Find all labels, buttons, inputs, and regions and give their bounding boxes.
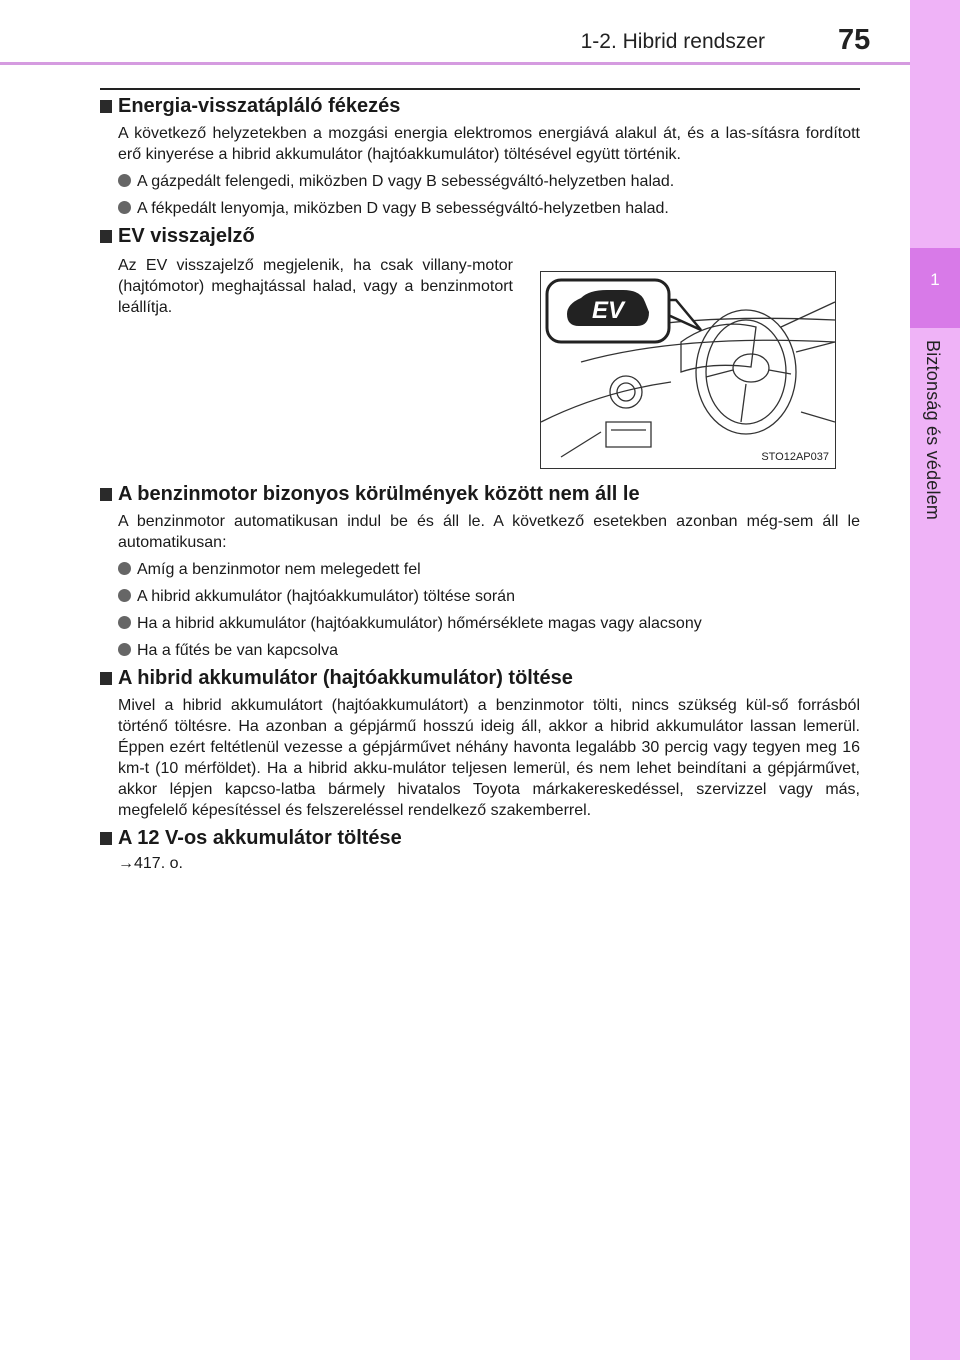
square-bullet-icon xyxy=(100,488,112,501)
dashboard-illustration xyxy=(541,272,835,468)
bullet-list xyxy=(118,559,860,661)
list-item: Ha a fűtés be van kapcsolva xyxy=(118,640,860,661)
side-tab xyxy=(910,0,960,1360)
section-body: A benzinmotor automatikusan indul be és áll le. A következő esetekben azonban még-sem áll le automatikusan: xyxy=(118,513,860,551)
circle-bullet-icon xyxy=(118,562,131,575)
square-bullet-icon xyxy=(100,100,112,113)
section-body: A következő helyzetekben a mozgási energia elektromos energiává alakul át, és a las-sításra fordított erő kinyerése a hibrid akkumulátor (hajtóakkumulátor) töltésével együtt történik. xyxy=(118,125,860,163)
header-section-title: 1-2. Hibrid rendszer xyxy=(580,30,765,53)
ev-badge-text: EV xyxy=(591,297,625,324)
section-body: Az EV visszajelző megjelenik, ha csak villany-motor (hajtómotor) meghajtással halad, vagy a benzinmotort leállítja. xyxy=(118,257,513,316)
square-bullet-icon xyxy=(100,230,112,243)
circle-bullet-icon xyxy=(118,174,131,187)
list-item: Amíg a benzinmotor nem melegedett fel xyxy=(118,559,860,580)
circle-bullet-icon xyxy=(118,201,131,214)
square-bullet-icon xyxy=(100,672,112,685)
section-heading: A benzinmotor bizonyos körülmények között nem áll le xyxy=(100,483,860,506)
chapter-title: Biztonság és védelem xyxy=(923,340,943,521)
dashboard-figure xyxy=(540,271,836,469)
section-regen xyxy=(100,95,860,219)
section-engine xyxy=(100,483,860,661)
page-reference-link[interactable]: →417. o. xyxy=(118,855,183,872)
figure-code: STO12AP037 xyxy=(761,451,829,463)
section-charging xyxy=(100,667,860,821)
section-heading: A hibrid akkumulátor (hajtóakkumulátor) töltése xyxy=(100,667,860,690)
content-rule xyxy=(100,88,860,90)
section-heading: Energia-visszatápláló fékezés xyxy=(100,95,860,118)
square-bullet-icon xyxy=(100,832,112,845)
bullet-list xyxy=(118,171,860,219)
page-number: 75 xyxy=(838,24,871,56)
circle-bullet-icon xyxy=(118,643,131,656)
list-item: Ha a hibrid akkumulátor (hajtóakkumulátor) hőmérséklete magas vagy alacsony xyxy=(118,613,860,634)
page-content xyxy=(100,95,860,877)
section-body: Mivel a hibrid akkumulátort (hajtóakkumulátort) a benzinmotor tölti, nincs szükség kül-ső forrásból történő töltésre. Ha azonban a gépjármű hosszú ideig áll, akkor a hibrid akkumulátor lassan lemerül. Éppen ezért feltétlenül vezesse a gépjárművet néhány havonta legalább 30 percig vagy tegyen meg 16 km-t (10 mérföldet). Ha a hibrid akku-mulátor teljesen lemerül, és nem lehet beindítani a gépjárművet, akkor lépjen kapcso-latba bármely hivatalos Toyota márkakereskedéssel, szervizzel vagy más, megfelelő képesítéssel és felszereléssel rendelkező szakemberrel. xyxy=(118,697,860,819)
circle-bullet-icon xyxy=(118,616,131,629)
section-heading: EV visszajelző xyxy=(100,225,860,248)
circle-bullet-icon xyxy=(118,589,131,602)
header-rule xyxy=(0,62,910,65)
section-heading: A 12 V-os akkumulátor töltése xyxy=(100,827,860,850)
section-ev xyxy=(100,225,860,469)
list-item: A gázpedált felengedi, miközben D vagy B sebességváltó-helyzetben halad. xyxy=(118,171,860,192)
chapter-number: 1 xyxy=(910,248,960,328)
list-item: A hibrid akkumulátor (hajtóakkumulátor) töltése során xyxy=(118,586,860,607)
list-item: A fékpedált lenyomja, miközben D vagy B sebességváltó-helyzetben halad. xyxy=(118,198,860,219)
section-battery-12v xyxy=(100,827,860,873)
